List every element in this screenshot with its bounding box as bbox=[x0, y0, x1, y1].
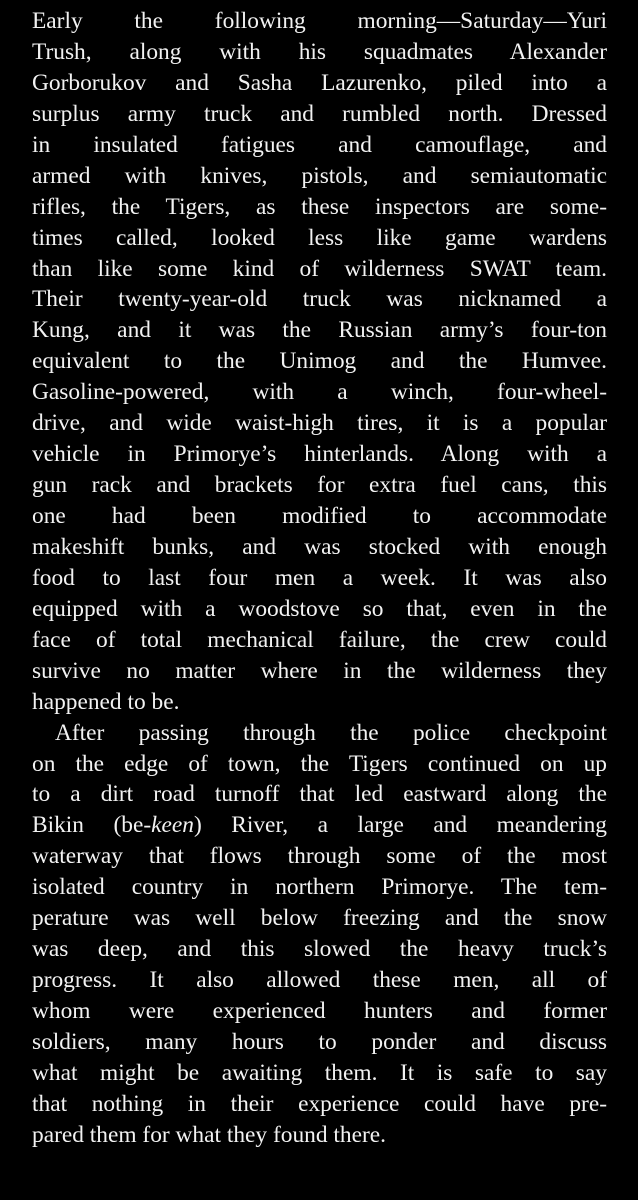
text-line: Trush, along with his squadmates Alexander bbox=[32, 38, 607, 65]
text-segment: Bikin (be- bbox=[32, 812, 152, 839]
text-line: vehicle in Primorye’s hinterlands. Along with a bbox=[32, 441, 607, 468]
text-line: whom were experienced hunters and former bbox=[32, 998, 607, 1024]
text-line: Gorborukov and Sasha Lazurenko, piled into a bbox=[32, 69, 607, 96]
text-line: armed with knives, pistols, and semiautomatic bbox=[32, 162, 607, 189]
text-line: on the edge of town, the Tigers continued on up bbox=[32, 750, 607, 777]
book-page bbox=[32, 6, 607, 1151]
italic-pronunciation: keen bbox=[151, 812, 194, 839]
text-line: surplus army truck and rumbled north. Dressed bbox=[32, 100, 607, 127]
text-line: happened to be. bbox=[32, 688, 180, 715]
text-line: that nothing in their experience could have pre- bbox=[32, 1090, 607, 1117]
text-line: makeshift bunks, and was stocked with enough bbox=[32, 533, 607, 560]
text-line: perature was well below freezing and the snow bbox=[32, 905, 607, 932]
text-line: survive no matter where in the wilderness they bbox=[32, 657, 607, 684]
text-line-with-italic bbox=[32, 810, 607, 841]
text-line: one had been modified to accommodate bbox=[32, 503, 607, 529]
text-line: than like some kind of wilderness SWAT team. bbox=[32, 255, 607, 282]
text-line: gun rack and brackets for extra fuel cans, this bbox=[32, 472, 607, 499]
text-line: equivalent to the Unimog and the Humvee. bbox=[32, 348, 607, 375]
text-line: waterway that flows through some of the most bbox=[32, 843, 607, 870]
text-line: Kung, and it was the Russian army’s four-ton bbox=[32, 317, 607, 344]
text-line: After passing through the police checkpoint bbox=[55, 719, 607, 746]
text-line: times called, looked less like game wardens bbox=[32, 224, 607, 251]
text-line: what might be awaiting them. It is safe to say bbox=[32, 1059, 607, 1086]
paragraph-2 bbox=[32, 718, 607, 1151]
text-line: progress. It also allowed these men, all of bbox=[32, 967, 607, 994]
text-line: face of total mechanical failure, the crew could bbox=[32, 626, 607, 653]
text-line: isolated country in northern Primorye. The tem- bbox=[32, 874, 607, 901]
text-line: drive, and wide waist-high tires, it is a popular bbox=[32, 410, 607, 437]
text-line: rifles, the Tigers, as these inspectors are some- bbox=[32, 193, 607, 220]
paragraph-1 bbox=[32, 6, 607, 718]
text-line: pared them for what they found there. bbox=[32, 1121, 386, 1148]
text-segment: ) River, a large and meandering bbox=[193, 812, 607, 839]
text-line: to a dirt road turnoff that led eastward along the bbox=[32, 781, 607, 808]
text-line: soldiers, many hours to ponder and discuss bbox=[32, 1028, 607, 1055]
text-line: Their twenty-year-old truck was nicknamed a bbox=[32, 286, 607, 313]
text-line: in insulated fatigues and camouflage, and bbox=[32, 131, 607, 158]
text-line: Gasoline-powered, with a winch, four-wheel- bbox=[32, 379, 607, 406]
text-line: Early the following morning—Saturday—Yuri bbox=[32, 8, 607, 34]
text-line: food to last four men a week. It was also bbox=[32, 564, 607, 591]
text-line: equipped with a woodstove so that, even in the bbox=[32, 595, 607, 622]
text-line: was deep, and this slowed the heavy truck’s bbox=[32, 936, 607, 963]
